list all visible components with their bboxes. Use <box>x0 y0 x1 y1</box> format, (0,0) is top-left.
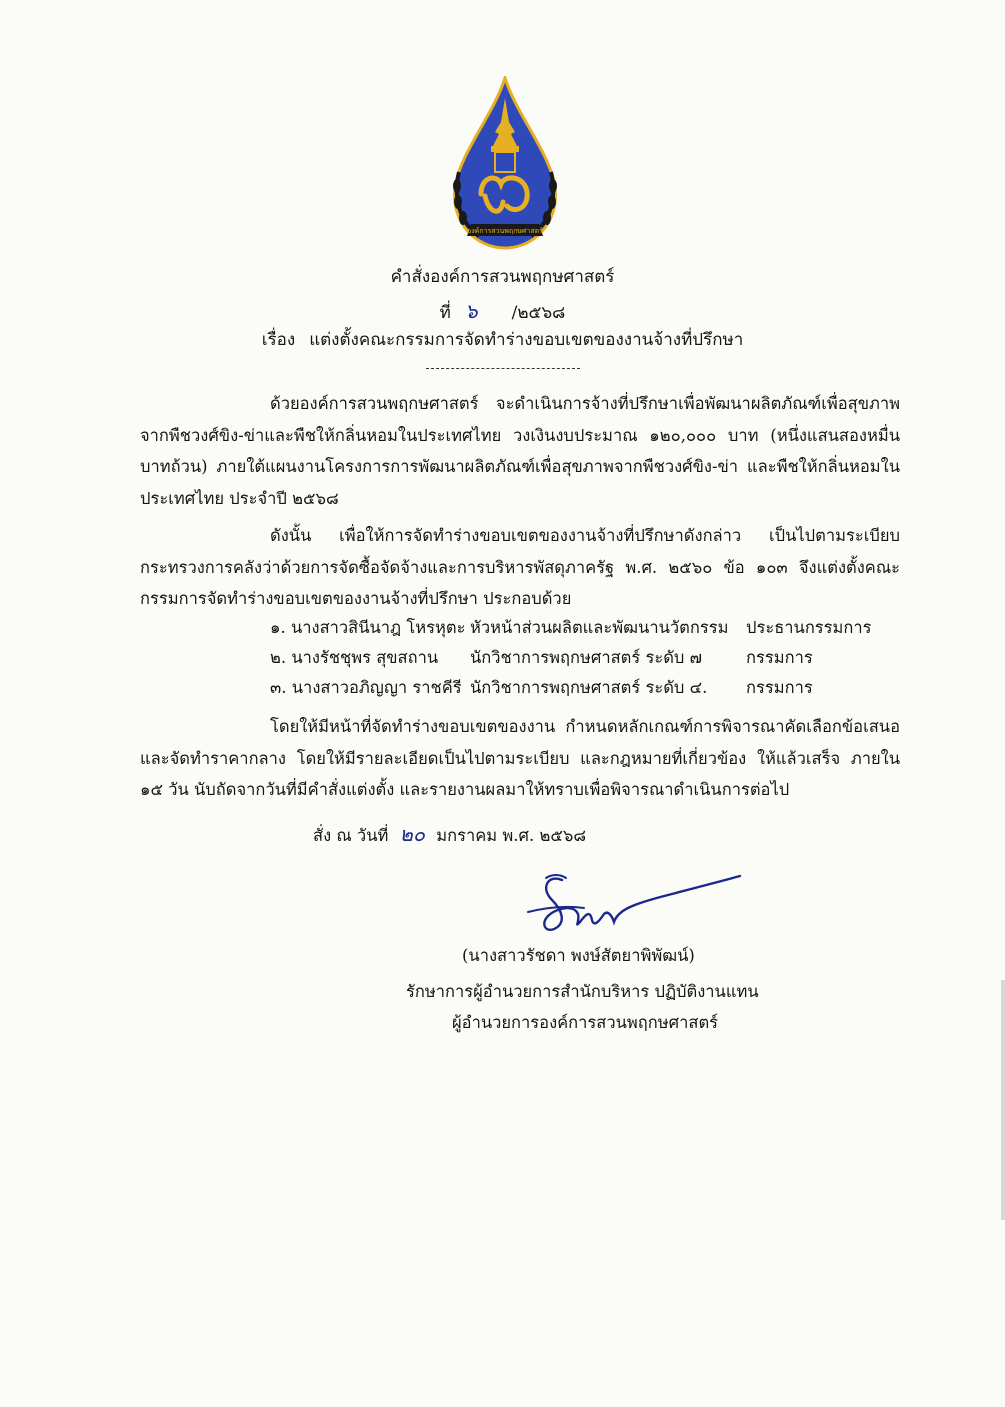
member-name: ๑. นางสาวสินีนาฎ โหรหุตะ <box>270 618 466 637</box>
order-prefix: ที่ <box>439 303 451 323</box>
issued-date <box>313 818 586 850</box>
member-name: ๓. นางสาวอภิญญา ราชคีรี <box>270 678 462 697</box>
member-role: กรรมการ <box>746 678 813 697</box>
issued-prefix: สั่ง ณ วันที่ <box>313 826 389 845</box>
signatory-position-2: ผู้อำนวยการองค์การสวนพฤกษศาสตร์ <box>452 1013 719 1032</box>
handwritten-signature <box>522 870 744 936</box>
signatory-position-1: รักษาการผู้อำนวยการสำนักบริหาร ปฏิบัติงานแทน <box>406 982 759 1001</box>
order-number-line <box>0 295 1005 327</box>
member-position: นักวิชาการพฤกษศาสตร์ ระดับ ๔. <box>470 678 708 697</box>
subject-label: เรื่อง <box>261 330 296 350</box>
subject-text: แต่งตั้งคณะกรรมการจัดทำร่างขอบเขตของงานจ้างที่ปรึกษา <box>309 330 744 350</box>
order-title: คำสั่งองค์การสวนพฤกษศาสตร์ <box>390 267 615 287</box>
signatory-name: (นางสาวรัชดา พงษ์สัตยาพิพัฒน์) <box>462 946 695 965</box>
issued-day-handwritten: ๒๐ <box>399 822 425 846</box>
member-position: หัวหน้าส่วนผลิตและพัฒนานวัตกรรม <box>470 618 729 637</box>
order-number-handwritten: ๖ <box>464 299 478 323</box>
botanical-garden-emblem-icon <box>445 76 565 252</box>
subject-line <box>0 326 1005 353</box>
issued-month-year: มกราคม พ.ศ. ๒๕๖๘ <box>436 826 587 845</box>
divider <box>426 368 580 369</box>
member-name: ๒. นางรัชชุพร สุขสถาน <box>270 648 439 667</box>
member-role: ประธานกรรมการ <box>746 618 872 637</box>
svg-text:องค์การสวนพฤกษศาสตร์: องค์การสวนพฤกษศาสตร์ <box>467 227 543 235</box>
order-year: /๒๕๖๘ <box>511 303 566 323</box>
page-edge-shadow <box>1001 980 1005 1220</box>
member-position: นักวิชาการพฤกษศาสตร์ ระดับ ๗ <box>470 648 703 667</box>
paragraph-2: ดังนั้น เพื่อให้การจัดทำร่างขอบเขตของงานจ้างที่ปรึกษาดังกล่าว เป็นไปตามระเบียบกระทรวงการคลังว่าด้วยการจัดซื้อจัดจ้างและการบริหารพัสดุภาครัฐ พ.ศ. ๒๕๖๐ ข้อ ๑๐๓ จึงแต่งตั้งคณะกรรมการจัดทำร่างขอบเขตของงานจ้างที่ปรึกษา ประกอบด้วย <box>140 526 900 608</box>
paragraph-3: โดยให้มีหน้าที่จัดทำร่างขอบเขตของงาน กำหนดหลักเกณฑ์การพิจารณาคัดเลือกข้อเสนอและจัดทำราคากลาง โดยให้มีรายละเอียดเป็นไปตามระเบียบ และกฎหมายที่เกี่ยวข้อง ให้แล้วเสร็จ ภายใน ๑๕ วัน นับถัดจากวันที่มีคำสั่งแต่งตั้ง และรายงานผลมาให้ทราบเพื่อพิจารณาดำเนินการต่อไป <box>140 717 900 799</box>
member-role: กรรมการ <box>746 648 813 667</box>
paragraph-1: ด้วยองค์การสวนพฤกษศาสตร์ จะดำเนินการจ้างที่ปรึกษาเพื่อพัฒนาผลิตภัณฑ์เพื่อสุขภาพจากพืชวงศ์ขิง-ข่าและพืชให้กลิ่นหอมในประเทศไทย วงเงินงบประมาณ ๑๒๐,๐๐๐ บาท (หนึ่งแสนสองหมื่นบาทถ้วน) ภายใต้แผนงานโครงการการพัฒนาผลิตภัณฑ์เพื่อสุขภาพจากพืชวงศ์ขิง-ข่า และพืชให้กลิ่นหอมในประเทศไทย ประจำปี ๒๕๖๘ <box>140 394 900 508</box>
